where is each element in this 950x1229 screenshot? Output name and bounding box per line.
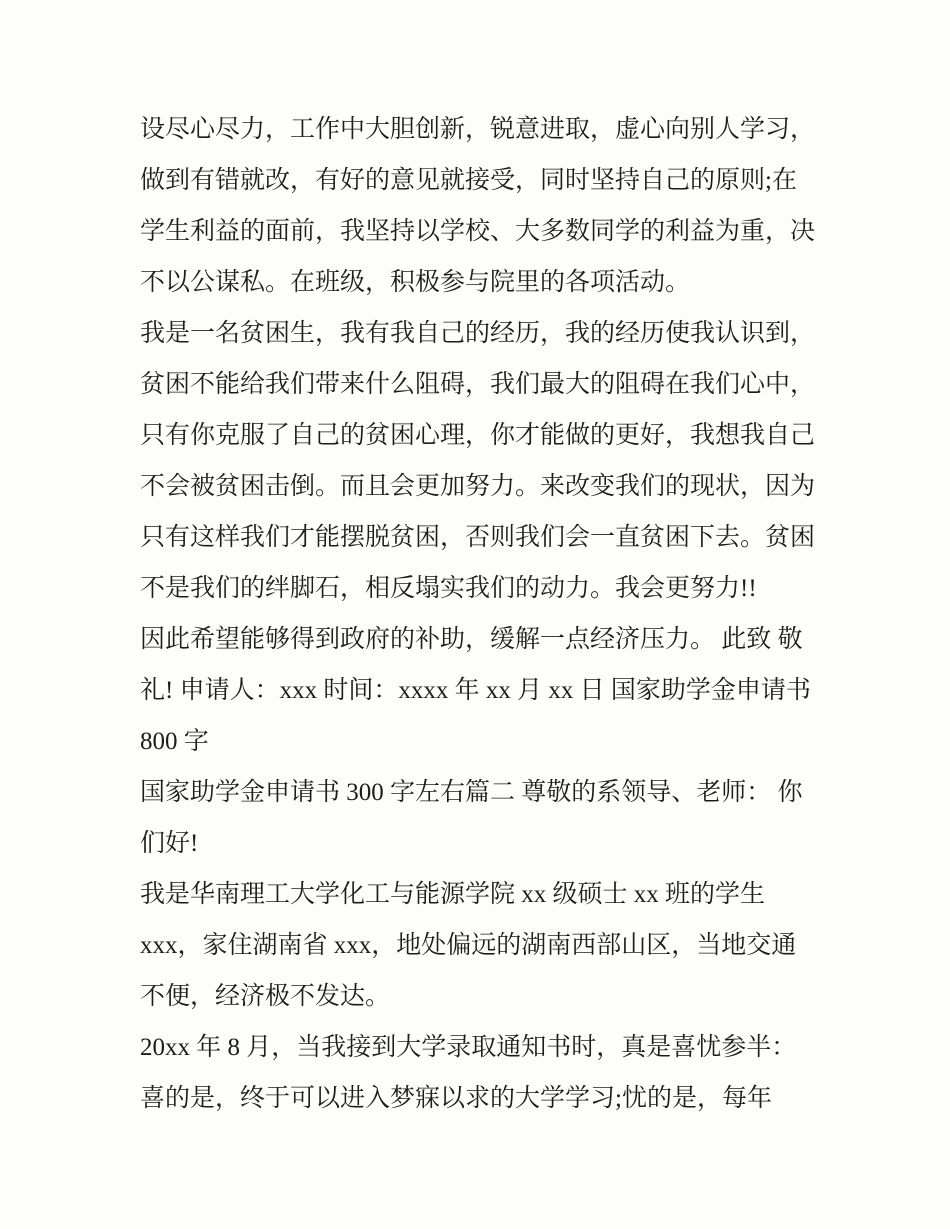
text-line: 我是一名贫困生，我有我自己的经历，我的经历使我认识到， <box>140 320 816 347</box>
text-line: 不以公谋私。在班级，积极参与院里的各项活动。 <box>140 269 691 296</box>
text-line: 国家助学金申请书 300 字左右篇二 尊敬的系领导、老师： 你 <box>140 779 803 806</box>
text-line: 贫困不能给我们带来什么阻碍，我们最大的阻碍在我们心中， <box>140 371 816 398</box>
text-line: 我是华南理工大学化工与能源学院 xx 级硕士 xx 班的学生 <box>140 881 766 908</box>
text-line: 因此希望能够得到政府的补助，缓解一点经济压力。 此致 敬 <box>140 626 803 653</box>
text-line: 20xx 年 8 月，当我接到大学录取通知书时，真是喜忧参半： <box>140 1034 797 1061</box>
text-line: 设尽心尽力，工作中大胆创新，锐意进取，虚心向别人学习， <box>140 116 816 143</box>
text-line: 不是我们的绊脚石，相反塌实我们的动力。我会更努力!! <box>140 575 757 602</box>
text-line: 喜的是，终于可以进入梦寐以求的大学学习;忧的是，每年 <box>140 1085 772 1112</box>
text-line: 做到有错就改，有好的意见就接受，同时坚持自己的原则;在 <box>140 167 797 194</box>
text-line: 800 字 <box>140 728 209 755</box>
text-line: 只有这样我们才能摆脱贫困，否则我们会一直贫困下去。贫困 <box>140 524 816 551</box>
text-line: 不便，经济极不发达。 <box>140 983 391 1010</box>
text-line: xxx，家住湖南省 xxx，地处偏远的湖南西部山区，当地交通 <box>140 932 797 959</box>
text-line: 不会被贫困击倒。而且会更加努力。来改变我们的现状，因为 <box>140 473 816 500</box>
text-line: 学生利益的面前，我坚持以学校、大多数同学的利益为重，决 <box>140 218 816 245</box>
text-line: 只有你克服了自己的贫困心理，你才能做的更好，我想我自己 <box>140 422 816 449</box>
document-text-block <box>140 104 832 1124</box>
text-line: 礼! 申请人：xxx 时间：xxxx 年 xx 月 xx 日 国家助学金申请书 <box>140 677 811 704</box>
text-line: 们好! <box>140 830 199 857</box>
